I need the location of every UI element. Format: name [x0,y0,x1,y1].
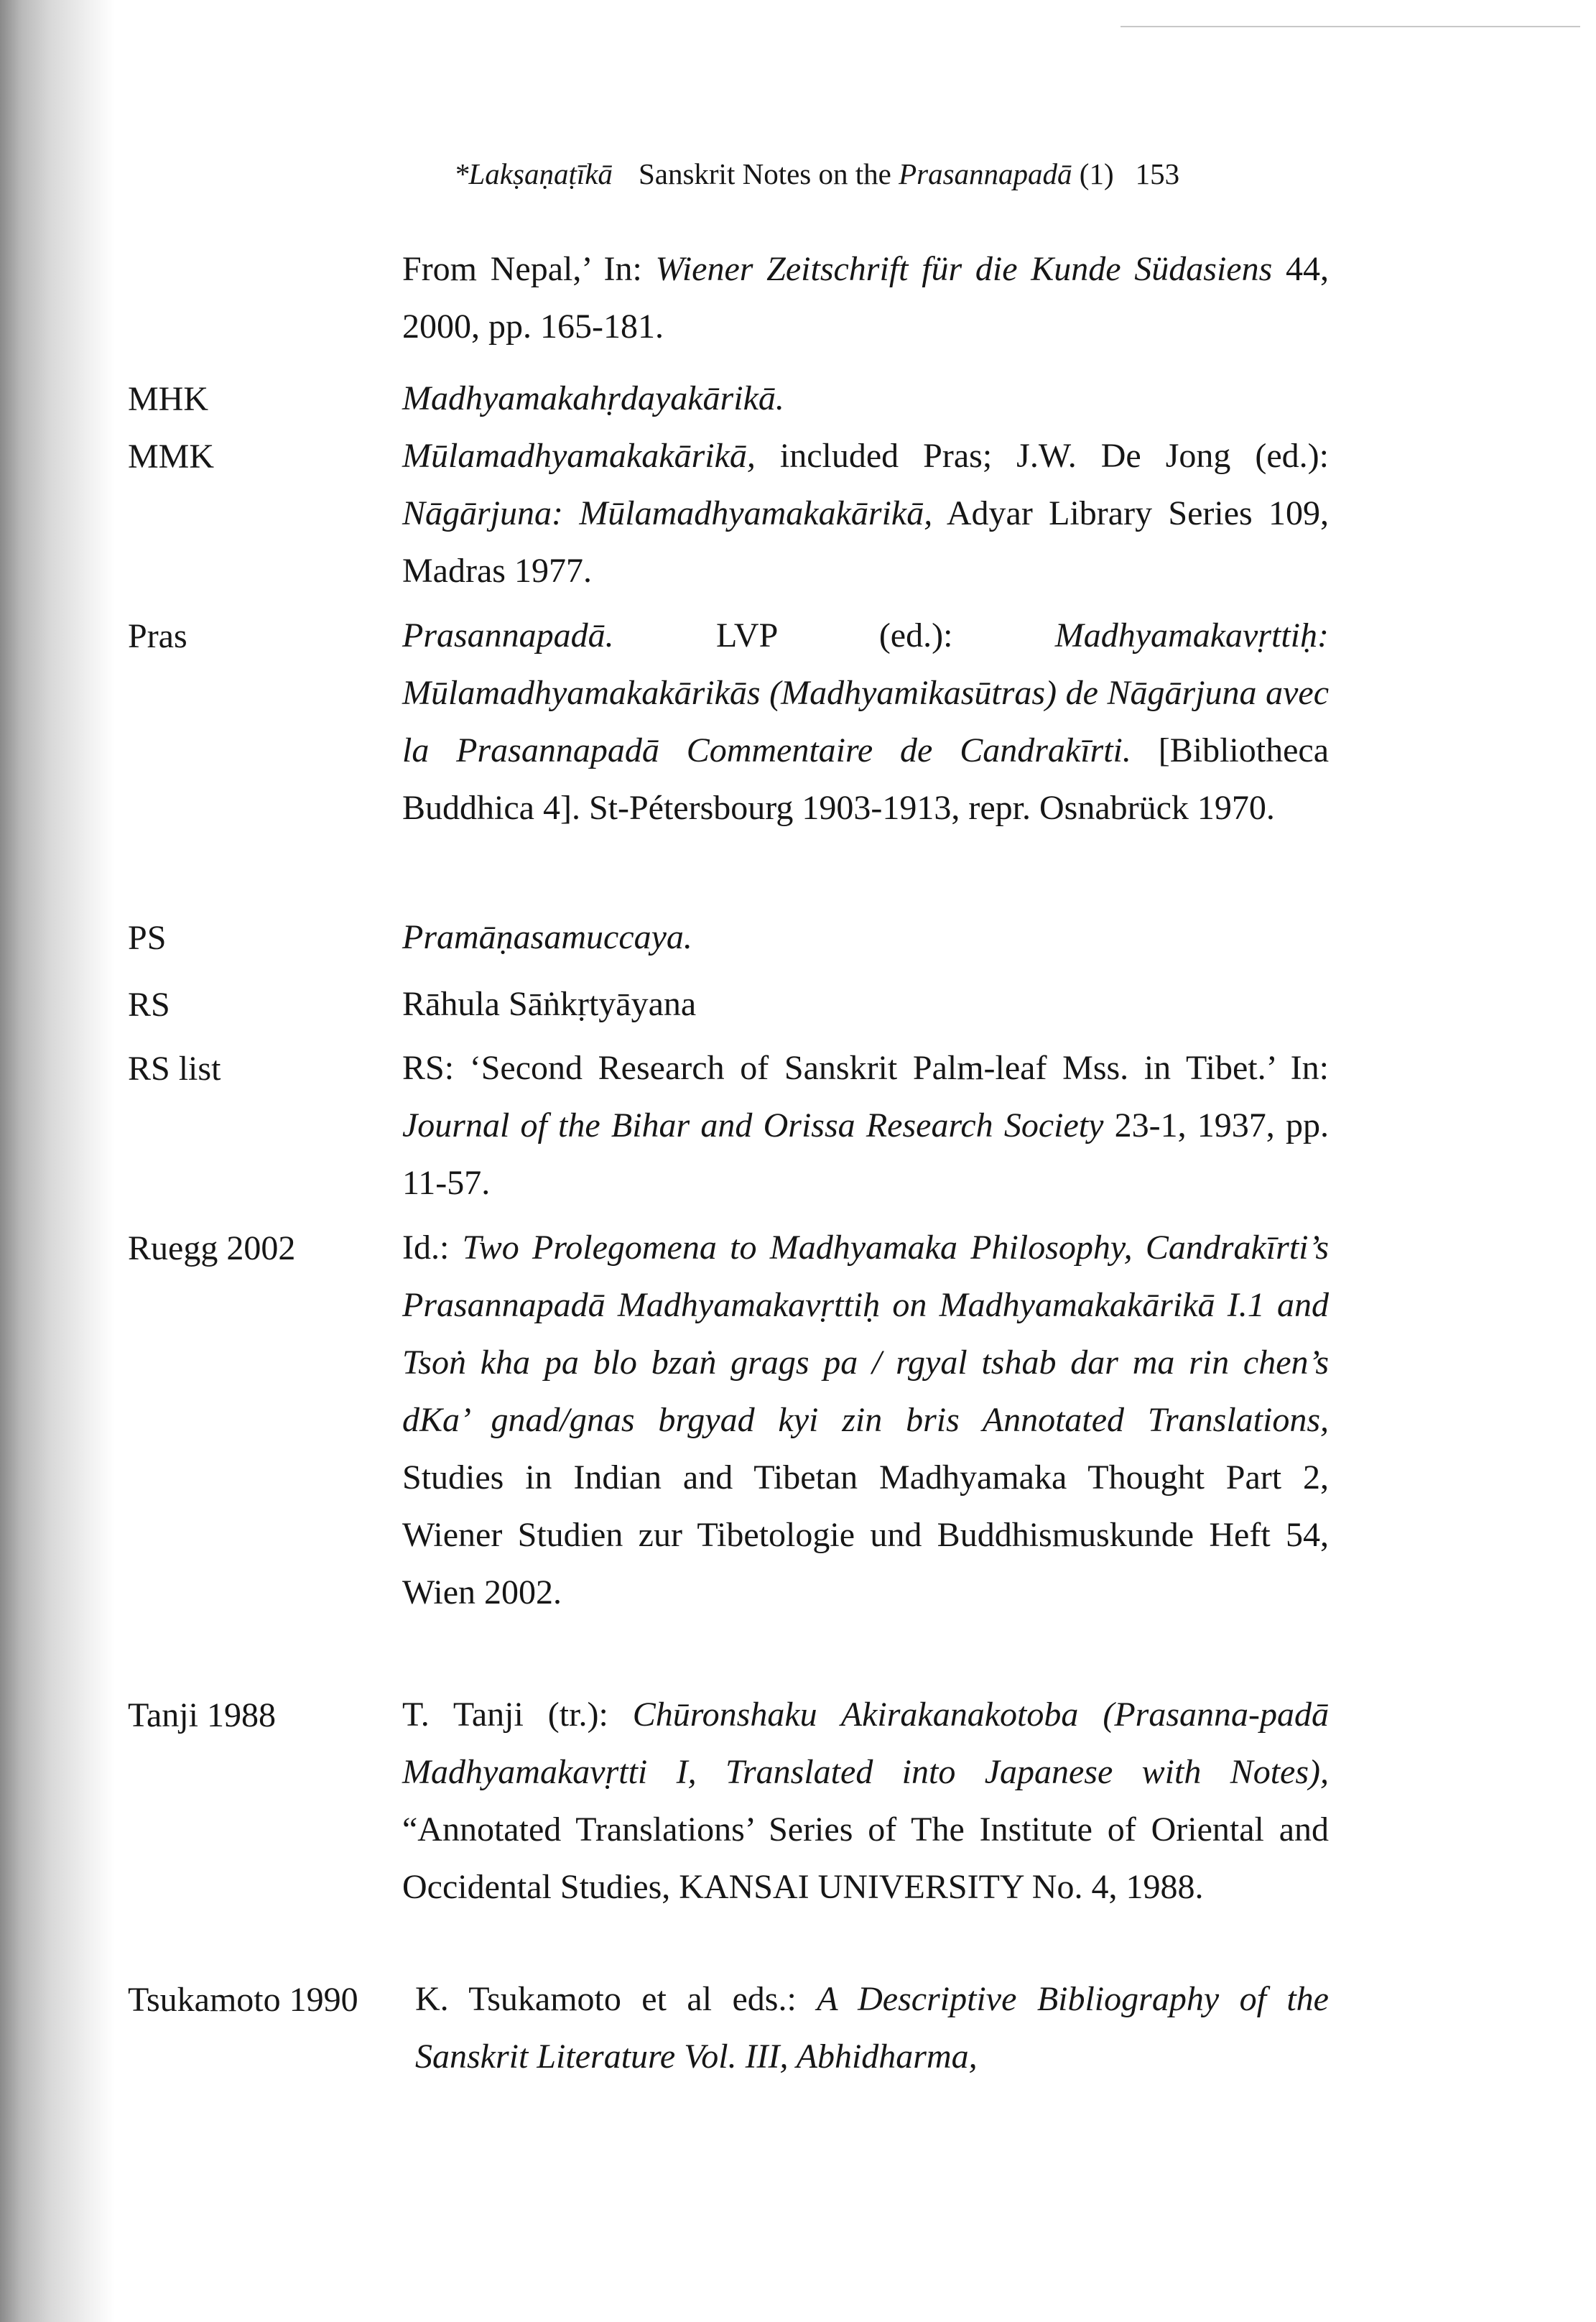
entry-description: Id.: Two Prolegomena to Madhyamaka Philosophy, Candrakīrti’s Prasannapadā Madhyamakavṛttiḥ on Madhyamakakārikā I.1 and Tsoṅ kha pa blo bzaṅ grags pa / rgyal tshab dar ma rin chen’s dKa’ gnad/gnas brgyad kyi zin bris Annotated Translations, Studies in Indian and Tibetan Madhyamaka Thought Part 2, Wiener Studien zur Tibetologie und Buddhismuskunde Heft 54, Wien 2002. [402,1229,1329,1611]
running-header [454,157,1179,191]
header-title-middle: Sanskrit Notes on the [638,157,891,190]
entry-description: Rāhula Sāṅkṛtyāyana [402,985,697,1023]
entry-description: RS: ‘Second Research of Sanskrit Palm-leaf Mss. in Tibet.’ In: Journal of the Bihar and Orissa Research Society 23-1, 1937, pp. 11-57. [402,1049,1330,1202]
entry-abbreviation: PS [128,919,167,957]
entry-description: Pramāṇasamuccaya. [402,918,692,956]
entry-abbreviation: MHK [128,380,209,418]
entry-description: Madhyamakahṛdayakārikā. [402,379,784,417]
entry-description: T. Tanji (tr.): Chūronshaku Akirakanakotoba (Prasanna-padā Madhyamakavṛtti I, Translated into Japanese with Notes), “Annotated Translations’ Series of The Institute of Oriental and Occidental Studies, KANSAI UNIVERSITY No. 4, 1988. [402,1696,1329,1906]
page-number: 153 [1135,157,1180,190]
entry-description: Prasannapadā. LVP (ed.): Madhyamakavṛttiḥ: Mūlamadhyamakakārikās (Madhyamikasūtras) de Nāgārjuna avec la Prasannapadā Commentaire de Candrakīrti. [Bibliotheca Buddhica 4]. St-Pétersbourg 1903-1913, repr. Osnabrück 1970. [402,616,1330,827]
book-binding-shadow [0,0,115,2322]
entry-abbreviation: Pras [128,617,187,655]
header-title-prefix: *Lakṣaṇaṭīkā [454,157,613,190]
entry-abbreviation: Ruegg 2002 [128,1229,296,1267]
entry-abbreviation: RS [128,986,170,1024]
header-title-work: Prasannapadā [899,157,1072,190]
entry-description: Mūlamadhyamakakārikā, included Pras; J.W. De Jong (ed.): Nāgārjuna: Mūlamadhyamakakārikā, Adyar Library Series 109, Madras 1977. [402,437,1329,590]
entry-abbreviation: Tanji 1988 [128,1696,276,1734]
header-title-part: (1) [1079,157,1114,190]
entry-abbreviation: RS list [128,1050,221,1088]
top-rule [1121,26,1580,27]
entry-abbreviation: Tsukamoto 1990 [128,1981,358,2019]
entry-description: From Nepal,’ In: Wiener Zeitschrift für die Kunde Südasiens 44, 2000, pp. 165-181. [402,250,1330,346]
entry-abbreviation: MMK [128,438,215,476]
entry-description: K. Tsukamoto et al eds.: A Descriptive Bibliography of the Sanskrit Literature Vol. III, Abhidharma, [415,1980,1329,2076]
